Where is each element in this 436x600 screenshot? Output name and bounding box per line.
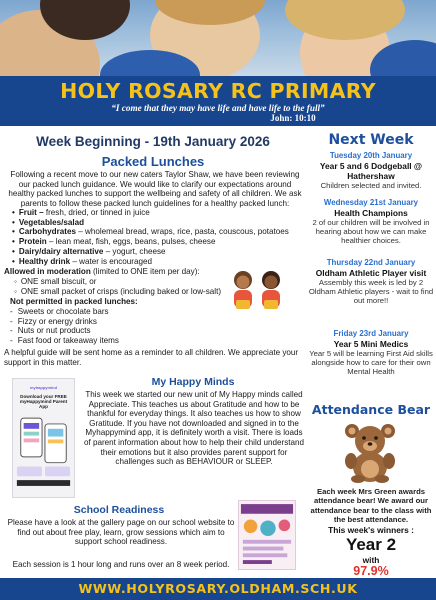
right-column <box>306 126 436 578</box>
attendance-bear-description: Each week Mrs Green awards attendance bear! We award our attendance bear to the class with the best attendance. <box>310 487 432 524</box>
event-description: Year 5 will be learning First Aid skills alongside how to care for their own Mental Health <box>309 348 433 377</box>
event-item <box>308 258 434 305</box>
not-permitted-item: - Nuts or nut products <box>10 326 230 336</box>
event-day: Wednesday 21st January <box>323 198 419 207</box>
school-readiness-flyer-image <box>238 500 296 570</box>
not-permitted-item: - Sweets or chocolate bars <box>10 307 230 317</box>
guideline-item: • Healthy drink – water is encouraged <box>12 257 302 267</box>
not-permitted-item: - Fast food or takeaway items <box>10 336 230 346</box>
myhappymind-app-image <box>12 378 75 498</box>
school-motto: “I come that they may have life and have life to the full” <box>111 103 325 113</box>
packed-lunches-intro: Following a recent move to our new caters Taylor Shaw, we have been reviewing our packed lunch guidance. We would like to clarify our expectations around healthy packed lunches to support the wellbeing and safety of all children. We ask parents to follow these packed lunch guidelines for a healthy packed lunch: <box>8 170 302 208</box>
packed-lunch-guide-note: A helpful guide will be sent home as a reminder to all children. We appreciate your support in this matter. <box>4 348 299 367</box>
event-description: 2 of our children will be involved in hearing about how we can make healthier choices. <box>312 217 430 246</box>
packed-lunches-title: Packed Lunches <box>101 154 205 169</box>
event-name: Health Champions <box>334 207 408 218</box>
attendance-bear-title: Attendance Bear <box>311 402 431 417</box>
app-brand-text: myhappymind <box>29 385 58 390</box>
event-name: Oldham Athletic Player visit <box>315 267 427 278</box>
not-permitted-list <box>10 307 230 346</box>
attendance-percentage: 97.9% <box>353 564 389 578</box>
guideline-item: • Vegetables/salad <box>12 218 302 228</box>
left-column <box>0 126 306 578</box>
week-heading: Week Beginning - 19th January 2026 <box>36 134 270 149</box>
next-week-title: Next Week <box>328 132 414 148</box>
guideline-item: • Protein – lean meat, fish, eggs, beans, pulses, cheese <box>12 237 302 247</box>
event-day: Tuesday 20th January <box>329 151 413 160</box>
flyer-graphic-icon <box>239 501 295 569</box>
school-readiness-text: Please have a look at the gallery page on our school website to find out about free play, learn, grow sessions which aim to support school readiness. <box>7 518 235 547</box>
allowed-item: ◦ ONE small packet of crisps (including baked or low-salt) <box>14 287 234 297</box>
school-name: HOLY ROSARY RC PRIMARY <box>60 79 376 103</box>
app-download-text: Download your FREE myHappymind Parent App <box>19 394 68 409</box>
not-permitted-heading: Not permitted in packed lunches: <box>10 297 138 306</box>
guideline-item: • Fruit – fresh, dried, or tinned in juice <box>12 208 302 218</box>
event-description: Children selected and invited. <box>320 180 422 190</box>
allowed-in-moderation: Allowed in moderation (limited to ONE item per day): <box>4 267 200 276</box>
school-website-link[interactable]: WWW.HOLYROSARY.OLDHAM.SCH.UK <box>0 578 436 600</box>
kids-lunchbox-illustration <box>226 266 288 314</box>
school-readiness-session-info: Each session is 1 hour long and runs over an 8 week period. <box>12 560 230 569</box>
not-permitted-item: - Fizzy or energy drinks <box>10 317 230 327</box>
title-band <box>0 76 436 126</box>
phone-mockup-icon <box>13 413 74 493</box>
event-name: Year 5 and 6 Dodgeball @ Hathershaw <box>319 160 423 181</box>
event-name: Year 5 Mini Medics <box>333 338 409 349</box>
my-happy-minds-title: My Happy Minds <box>151 376 235 388</box>
guideline-item: • Dairy/dairy alternative – yogurt, cheese <box>12 247 302 257</box>
event-item <box>308 151 434 190</box>
school-readiness-title: School Readiness <box>73 504 165 516</box>
event-day: Thursday 22nd January <box>326 258 416 267</box>
event-item <box>308 198 434 245</box>
event-description: Assembly this week is led by 2 Oldham Athletic players - wait to find out more!! <box>308 277 434 306</box>
winners-label: This week's winners : <box>328 525 414 535</box>
event-item <box>308 329 434 376</box>
teddy-bear-icon <box>338 421 402 483</box>
allowed-list <box>14 277 234 296</box>
winning-class: Year 2 <box>345 535 397 554</box>
allowed-item: ◦ ONE small biscuit, or <box>14 277 234 287</box>
my-happy-minds-text: This week we started our new unit of My Happy minds called Appreciate. This teaches us about Gratitude and how to be thankful for everyday things. It also teaches us how to show Gratitude. If you have not downloaded and signed in to the Myhappymind app, it is definitely worth a visit. There is loads of parent information about how to help their child understand their emotions but it also provides parent support for challenges such as BEHAVIOUR or SLEEP. <box>83 390 305 467</box>
packed-lunch-guidelines <box>12 208 302 266</box>
motto-reference: John: 10:10 <box>270 113 316 123</box>
header-photo <box>0 0 436 76</box>
event-day: Friday 23rd January <box>333 329 409 338</box>
with-label: with <box>362 555 380 565</box>
guideline-item: • Carbohydrates – wholemeal bread, wraps, rice, pasta, couscous, potatoes <box>12 227 302 237</box>
